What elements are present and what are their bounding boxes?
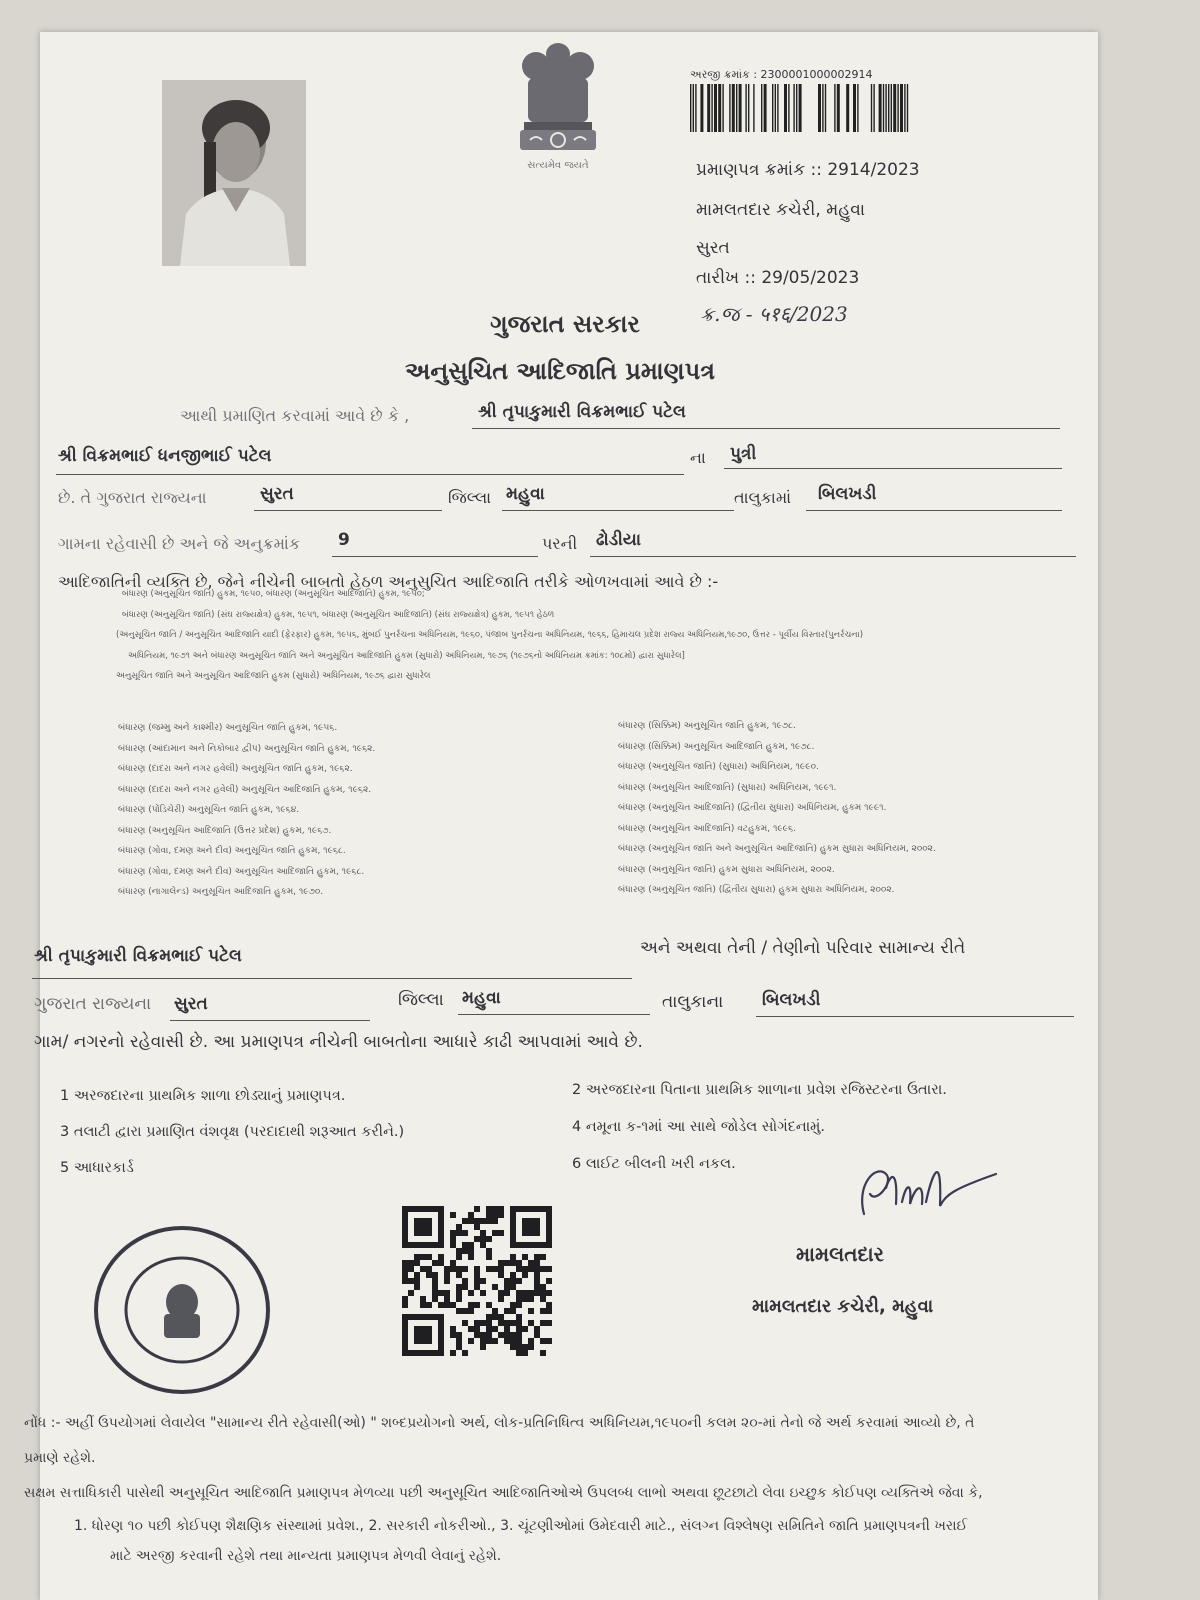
documents-left — [60, 1078, 404, 1186]
reference-item: બંધારણ (ગોવા, દમણ અને દીવ) અનુસૂચિત આદિજાતિ હુકમ, ૧૯૬૮. — [118, 866, 365, 877]
underline — [472, 428, 1060, 429]
district-label-2: જિલ્લા — [398, 990, 444, 1010]
underline — [458, 1014, 650, 1015]
barcode-icon — [690, 84, 918, 132]
qr-code-icon — [402, 1204, 552, 1358]
order-line: બંધારણ (અનુસૂચિત જાતિ) (સંઘ રાજ્યક્ષેત્ર) હુકમ, ૧૯૫૧, બંધારણ (અનુસૂચિત આદિજાતિ) (સંઘ રાજ્યક્ષેત્ર) હુકમ, ૧૯૫૧ હેઠળ — [122, 609, 555, 620]
references-left — [118, 718, 588, 903]
reference-item: બંધારણ (ગોવા, દમણ અને દીવ) અનુસૂચિત જાતિ હુકમ, ૧૯૬૮. — [118, 846, 346, 856]
taluka-label-2: તાલુકાના — [662, 992, 724, 1012]
underline — [170, 1020, 370, 1021]
underline — [56, 474, 684, 475]
taluka-value-2: મહુવા — [462, 988, 501, 1008]
office-district: સુરત — [696, 238, 730, 258]
office-seal — [90, 1220, 274, 1400]
reference-item: બંધારણ (નાગાલેન્ડ) અનુસૂચિત આદિજાતિ હુકમ, ૧૯૭૦. — [118, 887, 324, 897]
relation: પુત્રી — [730, 444, 757, 464]
underline — [806, 510, 1062, 511]
certificate-page — [24, 32, 1098, 1600]
signature-icon — [846, 1144, 1006, 1234]
application-number: અરજી ક્રમાંક : 2300001000002914 — [690, 68, 873, 81]
state-emblem — [510, 40, 606, 160]
reference-item: બંધારણ (પોંડિચેરી) અનુસૂચિત જાતિ હુકમ, ૧૯૬૪. — [118, 805, 300, 815]
document-item: 6 લાઈટ બીલની ખરી નકલ. — [572, 1156, 736, 1172]
underline — [32, 978, 632, 979]
reference-item: બંધારણ (આંદામાન અને નિકોબાર દ્વીપ) અનુસૂચિત જાતિ હુકમ, ૧૯૬૨. — [118, 743, 376, 754]
applicant-name: શ્રી તૃપાકુમારી વિક્રમભાઈ પટેલ — [478, 402, 686, 422]
reference-item: બંધારણ (અનુસૂચિત જાતિ) (દ્વિતીય સુધારા) હુકમ સુધારા અધિનિયમ, ૨૦૦૨. — [618, 885, 895, 895]
serial-number: 9 — [338, 530, 350, 550]
applicant-name-2: શ્રી તૃપાકુમારી વિક્રમભાઈ પટેલ — [34, 946, 242, 966]
basis-line: ગામ/ નગરનો રહેવાસી છે. આ પ્રમાણપત્ર નીચેની બાબતોના આધારે કાઢી આપવામાં આવે છે. — [34, 1032, 643, 1052]
order-line: બંધારણ (અનુસૂચિત જાતિ) હુકમ, ૧૯૫૦, બંધારણ (અનુસૂચિત આદિજાતિ) હુકમ, ૧૯૫૦; — [122, 589, 425, 599]
taluka-label: તાલુકામાં — [734, 488, 792, 507]
village-2: બિલખડી — [762, 990, 821, 1010]
document-item: 2 અરજદારના પિતાના પ્રાથમિક શાળાના પ્રવેશ રજિસ્ટરના ઉતારા. — [572, 1082, 947, 1098]
underline — [590, 556, 1076, 557]
reference-item: બંધારણ (અનુસૂચિત જાતિ) (સુધારા) અધિનિયમ, ૧૯૯૦. — [618, 762, 819, 772]
document-item: 3 તલાટી દ્વારા પ્રમાણિત વંશવૃક્ષ (પરદાદાથી શરૂઆત કરીને.) — [60, 1124, 405, 1140]
order-line: (અનુસૂચિત જાતિ / અનુસૂચિત આદિજાતિ યાદી (ફેરફાર) હુકમ, ૧૯૫૬, મુંબઈ પુનર્રચના અધિનિયમ, ૧૯૬૦, પંજાબ પુનર્રચના અધિનિયમ, ૧૯૬૬, હિમાચલ પ્રદેશ રાજ્ય અધિનિયમ,૧૯૭૦, ઉત્તર - પૂર્વીય વિસ્તાર(પુનર્રચના) — [116, 630, 864, 640]
note-line: પ્રમાણે રહેશે. — [24, 1450, 96, 1466]
tribe-recognition-text: આદિજાતિની વ્યક્તિ છે, જેને નીચેની બાબતો હેઠળ અનુસુચિત આદિજાતિ તરીકે ઓળખવામાં આવે છે :- — [58, 572, 719, 591]
handwritten-reference: ક્ર.જ - ५१६/2023 — [700, 302, 848, 326]
emblem-motto: સત્યમેવ જયતે — [527, 160, 589, 171]
na-label: ના — [690, 448, 706, 467]
note-line: નોંધ :- અહીં ઉપયોગમાં લેવાયેલ "સામાન્ય રીતે રહેવાસી(ઓ) " શબ્દપ્રયોગનો અર્થ, લોક-પ્રતિનિધિત્વ અધિનિયમ,૧૯૫૦ની કલમ ૨૦-માં તેનો જે અર્થ કરવામાં આવ્યો છે, તે — [24, 1415, 975, 1431]
lion-capital-emblem-icon — [510, 40, 606, 160]
order-line: અનુસૂચિત જાતિ અને અનુસૂચિત આદિજાતિ હુકમ (સુધારો) અધિનિયમ, ૧૯૭૬ દ્વારા સુધારેલ — [116, 671, 431, 681]
underline — [254, 510, 442, 511]
reference-item: બંધારણ (સિક્કિમ) અનુસૂચિત જાતિ હુકમ, ૧૯૭૮. — [618, 721, 796, 731]
applicant-photo — [162, 80, 306, 266]
father-name: શ્રી વિક્રમભાઈ ધનજીભાઈ પટેલ — [58, 446, 272, 466]
district-value: સુરત — [260, 484, 294, 504]
document-item: 1 અરજદારના પ્રાથમિક શાળા છોડ્યાનું પ્રમાણપત્ર. — [60, 1088, 346, 1104]
certificate-title: અનુસુચિત આદિજાતિ પ્રમાણપત્ર — [405, 357, 715, 385]
state-prefix: છે. તે ગુજરાત રાજ્યના — [58, 488, 207, 507]
reference-item: બંધારણ (અનુસૂચિત જાતિ અને અનુસૂચિત આદિજાતિ) હુકમ સુધારા અધિનિયમ, ૨૦૦૨. — [618, 844, 936, 854]
reference-item: બંધારણ (દાદરા અને નગર હવેલી) અનુસૂચિત આદિજાતિ હુકમ, ૧૯૬૨. — [118, 784, 372, 795]
district-value-2: સુરત — [174, 994, 208, 1014]
document-item: 4 નમૂના ક-૧માં આ સાથે જોડેલ સોગંદનામું. — [572, 1119, 826, 1135]
orders-block — [116, 584, 1096, 687]
reference-item: બંધારણ (અનુસૂચિત આદિજાતિ) (દ્વિતીય સુધારા) અધિનિયમ, હુકમ ૧૯૯૧. — [618, 803, 887, 813]
office-name: મામલતદાર કચેરી, મહુવા — [696, 200, 866, 220]
reference-item: બંધારણ (સિક્કિમ) અનુસૂચિત આદિજાતિ હુકમ, ૧૯૭૮. — [618, 741, 815, 752]
person-photo-icon — [162, 80, 306, 266]
references-right — [618, 716, 1088, 901]
document-item: 5 આધારકાર્ડ — [60, 1160, 134, 1176]
signatory-title: મામલતદાર — [796, 1242, 884, 1266]
signatory-office: મામલતદાર કચેરી, મહુવા — [752, 1296, 934, 1317]
underline — [724, 468, 1062, 469]
government-title: ગુજરાત સરકાર — [490, 310, 640, 338]
serial-prefix: ગામના રહેવાસી છે અને જે અનુક્રમાંક — [58, 534, 301, 553]
underline — [502, 510, 734, 511]
state-prefix-2: ગુજરાત રાજ્યના — [34, 994, 152, 1014]
note-line: સક્ષમ સત્તાધિકારી પાસેથી અનુસૂચિત આદિજાતિ પ્રમાણપત્ર મેળવ્યા પછી અનુસૂચિત આદિજાતિઓએ ઉપલબ્ધ લાભો અથવા છૂટછાટો લેવા ઇચ્છુક કોઈપણ વ્યક્તિએ જેવા કે, — [24, 1485, 983, 1501]
underline — [332, 556, 538, 557]
footnote — [24, 1406, 1084, 1571]
par-label: પરની — [542, 534, 578, 553]
issue-date: તારીખ :: 29/05/2023 — [696, 268, 860, 288]
intro-text: આથી પ્રમાણિત કરવામાં આવે છે કે , — [180, 406, 410, 425]
reference-item: બંધારણ (દાદરા અને નગર હવેલી) અનુસૂચિત જાતિ હુકમ, ૧૯૬૨. — [118, 764, 353, 774]
taluka-value: મહુવા — [506, 484, 545, 504]
note-line: માટે અરજી કરવાની રહેશે તથા માન્યતા પ્રમાણપત્ર મેળવી લેવાનું રહેશે. — [110, 1548, 502, 1564]
order-line: અધિનિયમ, ૧૯૭૧ અને બંધારણ અનુસૂચિત જાતિ અને અનુસૂચિત આદિજાતિ હુકમ (સુધારો) અધિનિયમ, ૧૯૭૬ (૧૯૭૬નો અધિનિયમ ક્રમાંક: ૧૦૮મો) દ્વારા સુધારેલ] — [128, 650, 685, 661]
reference-item: બંધારણ (જમ્મુ અને કાશ્મીર) અનુસૂચિત જાતિ હુકમ, ૧૯૫૬. — [118, 723, 338, 733]
reference-item: બંધારણ (અનુસૂચિત આદિજાતિ) (સુધારા) અધિનિયમ, ૧૯૯૧. — [618, 782, 837, 793]
reference-item: બંધારણ (અનુસૂચિત આદિજાતિ) વટહુકમ, ૧૯૯૬. — [618, 823, 796, 834]
certificate-number: પ્રમાણપત્ર ક્રમાંક :: 2914/2023 — [696, 160, 920, 180]
village: બિલખડી — [818, 484, 877, 504]
district-label: જિલ્લા — [448, 488, 492, 507]
reference-item: બંધારણ (અનુસૂચિત જાતિ) હુકમ સુધારા અધિનિયમ, ૨૦૦૨. — [618, 864, 835, 875]
note-line: 1. ધોરણ ૧૦ પછી કોઈપણ શૈક્ષણિક સંસ્થામાં પ્રવેશ., 2. સરકારી નોકરીઓ., 3. ચૂંટણીઓમાં ઉમેદવારી માટે., સંલગ્ન વિશ્લેષણ સમિતિને જાતિ પ્રમાણપત્રની ખરાઈ — [74, 1518, 968, 1534]
family-text: અને અથવા તેની / તેણીનો પરિવાર સામાન્ય રીતે — [640, 938, 966, 958]
underline — [756, 1016, 1074, 1017]
tribe-name: ઢોડીયા — [596, 530, 641, 550]
reference-item: બંધારણ (અનુસૂચિત આદિજાતિ (ઉત્તર પ્રદેશ) હુકમ, ૧૯૬૭. — [118, 825, 332, 836]
